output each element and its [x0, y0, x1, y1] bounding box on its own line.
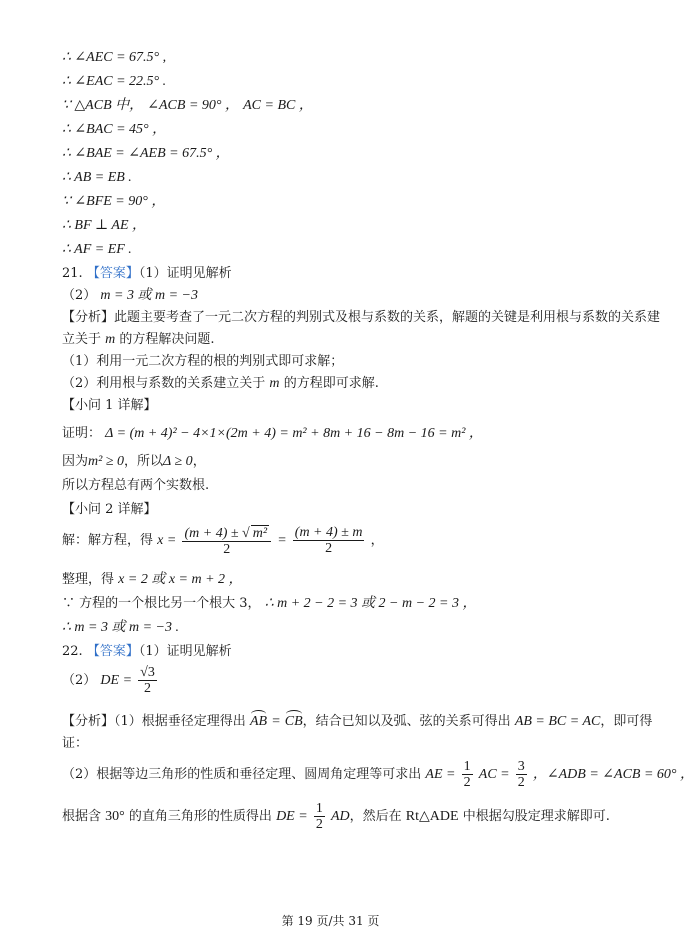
q22-analysis3: [62, 800, 610, 834]
text: 根据含: [62, 809, 102, 824]
derivation-line: ∴ AB = EB .: [62, 170, 132, 185]
math-text: ，∠ADB = ∠ACB = 60° ，: [532, 767, 694, 782]
math-text: AC =: [478, 767, 510, 782]
numerator: 3: [517, 759, 525, 774]
math-text: Rt△ADE: [405, 809, 459, 824]
denominator: 2: [223, 541, 231, 557]
arc-cb: CB: [285, 710, 303, 730]
q22-analysis1-cont: 证：: [62, 736, 89, 751]
math-text: ∠ACB = 90° ，: [147, 98, 239, 113]
analysis-text: 的方程解决问题.: [119, 332, 215, 347]
fraction: [314, 801, 325, 832]
q21-analysis: [62, 310, 660, 326]
numerator: (m + 4) ±: [184, 525, 243, 541]
text: 的直角三角形的性质得出: [128, 809, 272, 824]
sqrt-radicand: m²: [252, 525, 268, 541]
text: （2）根据等边三角形的性质和垂径定理、圆周角定理等可求出: [62, 767, 422, 782]
answer-tag: 【答案】: [86, 644, 139, 659]
denominator: 2: [517, 775, 525, 790]
analysis-text: 立关于: [62, 332, 102, 347]
hint-text: （2）利用根与系数的关系建立关于: [62, 376, 266, 391]
q21-proof: [62, 426, 483, 442]
fraction: [462, 759, 473, 790]
numerator: 1: [463, 759, 471, 774]
math-text: Δ = (m + 4)² − 4×1×(2m + 4) = m² + 8m + 16 − 8m − 16 = m² ，: [105, 426, 483, 441]
text: （1）根据垂径定理得出: [114, 714, 246, 729]
derivation-line: ∴ AF = EF .: [62, 242, 132, 257]
derivation-line: ∴ BF ⊥ AE ，: [62, 218, 147, 233]
numerator: √3: [140, 665, 155, 680]
math-text: Δ ≥ 0: [163, 454, 193, 469]
q22-analysis1: [62, 710, 652, 730]
math-text: AE =: [425, 767, 456, 782]
text: ，即可得: [600, 714, 653, 729]
text: 中根据勾股定理求解即可.: [462, 809, 610, 824]
math-text: DE =: [100, 673, 133, 688]
q22-answer: [62, 644, 232, 660]
fraction: $\frac{\text{(m + 4) ± √ m²}}{2}$: [182, 525, 271, 557]
text: 因为: [62, 454, 89, 469]
math-text: ∵ △ACB 中，: [62, 98, 144, 113]
fraction: [516, 759, 527, 790]
question-number: 22.: [62, 644, 83, 659]
text: 解：解方程，得: [62, 533, 154, 548]
q21-root: [62, 596, 477, 612]
analysis-tag: 【分析】: [62, 310, 115, 325]
fraction: [138, 665, 157, 696]
text: ，然后在: [349, 809, 402, 824]
derivation-line: ∵ ∠BFE = 90° ，: [62, 194, 166, 209]
derivation-line: ∴ ∠EAC = 22.5° .: [62, 74, 167, 89]
answer-tag: 【答案】: [86, 266, 139, 281]
hint-text: 的方程即可求解.: [283, 376, 379, 391]
q21-because: [62, 454, 206, 470]
part-label: （2）: [62, 673, 97, 688]
q21-sub1-title: 【小问 1 详解】: [62, 398, 157, 413]
part-label: （2）: [62, 288, 97, 303]
derivation-line: ∴ ∠AEC = 67.5° ,: [62, 50, 167, 65]
answer-part1: （1）证明见解析: [138, 266, 232, 281]
analysis-tag: 【分析】: [62, 714, 115, 729]
fraction: [293, 525, 365, 556]
math-text: AB = BC = AC: [514, 714, 601, 729]
proof-label: 证明：: [62, 426, 102, 441]
arc-ab: AB: [250, 710, 267, 730]
text: 整理，得: [62, 572, 115, 587]
math-text: ∴ m + 2 − 2 = 3 或 2 − m − 2 = 3 ，: [264, 596, 477, 611]
q21-hint2: [62, 376, 379, 392]
denominator: 2: [463, 775, 471, 790]
page-footer: 第 19 页/共 31 页: [281, 914, 380, 928]
q21-solve: [62, 524, 384, 558]
q21-hint1: （1）利用一元二次方程的根的判别式即可求解；: [62, 354, 344, 369]
numerator: 1: [315, 801, 323, 816]
text: ，结合已知以及弧、弦的关系可得出: [302, 714, 511, 729]
text: ，: [192, 454, 206, 469]
analysis-text: 此题主要考查了一元二次方程的判别式及根与系数的关系，解题的关键是利用根与系数的关系建: [114, 310, 661, 325]
derivation-line: ∴ ∠BAE = ∠AEB = 67.5° ，: [62, 146, 230, 161]
q21-arrange: [62, 572, 243, 588]
text: ∵ 方程的一个根比另一个根大 3，: [62, 596, 261, 611]
math-text: m² ≥ 0: [88, 454, 125, 469]
math-text: m = 3 或 m = −3: [100, 288, 198, 303]
q21-answer-part2: [62, 288, 198, 304]
answer-part1: （1）证明见解析: [138, 644, 232, 659]
denominator: 2: [144, 681, 152, 696]
math-text: DE =: [276, 809, 308, 824]
math-text: =: [271, 714, 281, 729]
q21-sub2-title: 【小问 2 详解】: [62, 502, 157, 517]
math-text: AD: [330, 809, 350, 824]
derivation-line: ∴ ∠BAC = 45° ，: [62, 122, 167, 137]
math-text: AC = BC ，: [243, 98, 313, 113]
math-text: x = 2 或 x = m + 2 ，: [118, 572, 243, 587]
q22-answer-part2: [62, 664, 159, 698]
question-number: 21.: [62, 266, 83, 281]
math-var: m: [105, 332, 116, 347]
q21-final: ∴ m = 3 或 m = −3 .: [62, 620, 179, 635]
denominator: 2: [315, 817, 323, 832]
denominator: 2: [325, 541, 333, 556]
q21-conclusion: 所以方程总有两个实数根.: [62, 478, 210, 493]
derivation-line: [62, 98, 313, 114]
numerator: (m + 4) ± m: [294, 525, 363, 540]
q21-analysis-cont: [62, 332, 215, 348]
math-text: =: [277, 533, 287, 548]
math-text: x =: [157, 533, 177, 548]
text: ，: [370, 533, 384, 548]
text: ，所以: [124, 454, 164, 469]
math-text: 30°: [105, 809, 125, 824]
math-var: m: [269, 376, 280, 391]
q22-analysis2: [62, 758, 694, 792]
q21-answer: [62, 266, 232, 282]
